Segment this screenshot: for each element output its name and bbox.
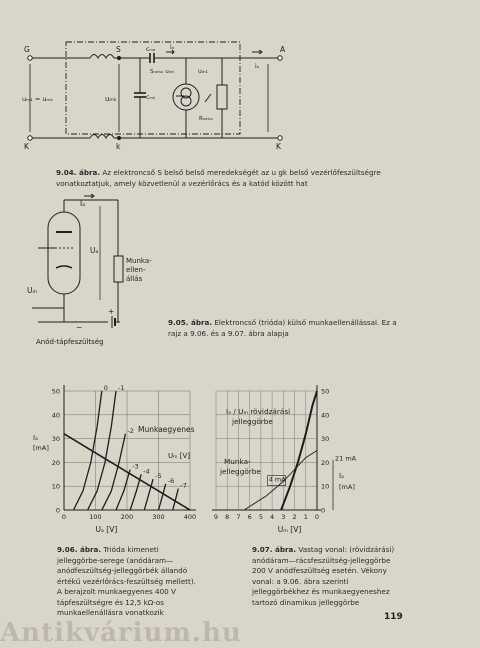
label-supply: Anód-tápfeszültség [36, 338, 104, 346]
curve-label: 0 [103, 384, 108, 392]
label-ug1-ugk: uₘ₁ = uₘₖ [22, 95, 54, 103]
y-tick-label: 40 [321, 411, 330, 420]
x-tick-label: 3 [281, 513, 286, 521]
y-tick-label: 50 [321, 387, 330, 396]
x-tick-label: 0 [61, 513, 67, 521]
page-number: 119 [384, 612, 403, 622]
label-ug1: uₘ₁ [198, 68, 208, 75]
label-plus: + [108, 307, 115, 316]
fig-905-labels [27, 199, 152, 346]
x-tick-label: 7 [236, 513, 241, 521]
chart-906 [33, 384, 196, 534]
x-tick-label: 6 [247, 513, 252, 521]
label-G: G [24, 45, 30, 54]
curve-label: -2 [127, 426, 134, 435]
y-axis-label: Iₐ [33, 434, 38, 442]
curve-label: -5 [155, 472, 162, 481]
fig-904-circuit [28, 42, 282, 140]
annotation-short-circuit: Iₐ / Uₘ rövidzárási [226, 407, 291, 416]
x-tick-label: 300 [152, 513, 165, 521]
y-tick-label: 20 [51, 458, 60, 467]
label-S: S [116, 45, 121, 54]
x-tick-label: 8 [225, 513, 230, 521]
x-tick-label: 5 [258, 513, 263, 521]
curve-label: -3 [132, 462, 139, 471]
x-tick-label: 2 [292, 513, 297, 521]
curve-label: -4 [143, 467, 150, 476]
label-K: K [24, 142, 29, 151]
label-load: Munka-ellen-állás [126, 257, 152, 283]
y-tick-label: 10 [51, 482, 60, 491]
caption-905: 9.05. ábra. Elektroncső (trióda) külső munkaellenállással. Ez a rajz a 9.06. és a 9.07. ábra alapja [168, 318, 397, 338]
label-cga: cₘₐ [146, 46, 156, 53]
curve-label: -1 [117, 384, 125, 392]
annotation-ug: Uₘ [V] [168, 452, 190, 460]
chart-907 [212, 385, 357, 534]
label-K-right: K [276, 142, 281, 151]
label-k: k [116, 142, 121, 151]
label-A: A [280, 45, 286, 54]
label-source: Sₙₑₗₛₒ uₘₖ [150, 69, 175, 75]
annotation-21mA: 21 mA [335, 454, 357, 463]
y-tick-label: 50 [51, 387, 60, 396]
annotation-work-curve-2: jelleggörbe [220, 467, 261, 476]
label-Ug: Uₘ [27, 286, 38, 295]
curve-ug-0 [74, 391, 102, 510]
label-ia: iₐ [170, 44, 175, 51]
label-Ia: Iₐ [80, 199, 86, 208]
x-tick-label: 100 [89, 513, 102, 521]
x-axis-label: Uₘ [V] [277, 525, 302, 534]
label-ugk: uₘₖ [105, 95, 117, 103]
label-Ua: Uₐ [90, 246, 99, 255]
curve-label: -7 [180, 481, 187, 490]
curve-ug--2 [102, 434, 126, 510]
annotation-4mA: 4 mA [268, 475, 286, 484]
curve-label: -6 [167, 476, 175, 485]
label-rbelso: Rₙₑₗₛₒ [199, 116, 213, 122]
y-axis-unit: [mA] [33, 444, 49, 452]
y-tick-label: 0 [55, 506, 60, 515]
caption-904: 9.04. ábra. Az elektroncső S belső belső meredekségét az u gk belső vezérlőfeszültségre vonatkoztatjuk, amely közvetlenül a vezérlőrács és a katód között hat [56, 168, 381, 188]
y-tick-label: 30 [321, 435, 330, 444]
y-tick-label: 20 [321, 458, 330, 467]
x-tick-label: 4 [270, 513, 275, 521]
x-tick-label: 0 [314, 513, 320, 521]
x-tick-label: 1 [303, 513, 308, 521]
label-minus: − [76, 323, 83, 332]
y-tick-label: 40 [51, 411, 60, 420]
y-tick-label: 30 [51, 435, 60, 444]
label-ia-right: iₐ [255, 63, 260, 70]
caption-907: 9.07. ábra. Vastag vonal: (rövidzárási) anódáram—rácsfeszültség-jelleggörbe 200 V anódfeszültség esetén. Vékony vonal: a 9.06. ábra szerinti jelleggörbékhez és munkaegyeneshez tartozó dinamikus jelleggörbe [252, 545, 395, 607]
y-axis-label: Iₐ [339, 472, 344, 480]
curve-ug--3 [116, 470, 130, 511]
caption-906: 9.06. ábra. Trióda kimeneti jelleggörbe-serege (anódáram—anódfeszültség-jelleggörbék állandó értékű vezérlőrács-feszültség mellett). A berajzolt munkaegyenes 400 V tápfeszültségre és 12,5 kΩ-os munkaellenállásra vonatkozik [57, 545, 196, 617]
annotation-munkaegyenes: Munkaegyenes [138, 425, 195, 434]
label-cgk: cₘₖ [146, 94, 156, 101]
x-axis-label: Uₐ [V] [95, 525, 118, 534]
annotation-short-circuit-2: jelleggörbe [232, 417, 273, 426]
x-tick-label: 400 [183, 513, 197, 521]
watermark: Antikvárium.hu [0, 618, 242, 648]
y-tick-label: 0 [321, 506, 326, 515]
y-axis-unit: [mA] [339, 483, 355, 491]
y-tick-label: 10 [321, 482, 330, 491]
x-tick-label: 200 [120, 513, 134, 521]
curve-ug--6 [159, 484, 166, 510]
x-tick-label: 9 [213, 513, 219, 521]
annotation-work-curve: Munka- [224, 457, 251, 466]
